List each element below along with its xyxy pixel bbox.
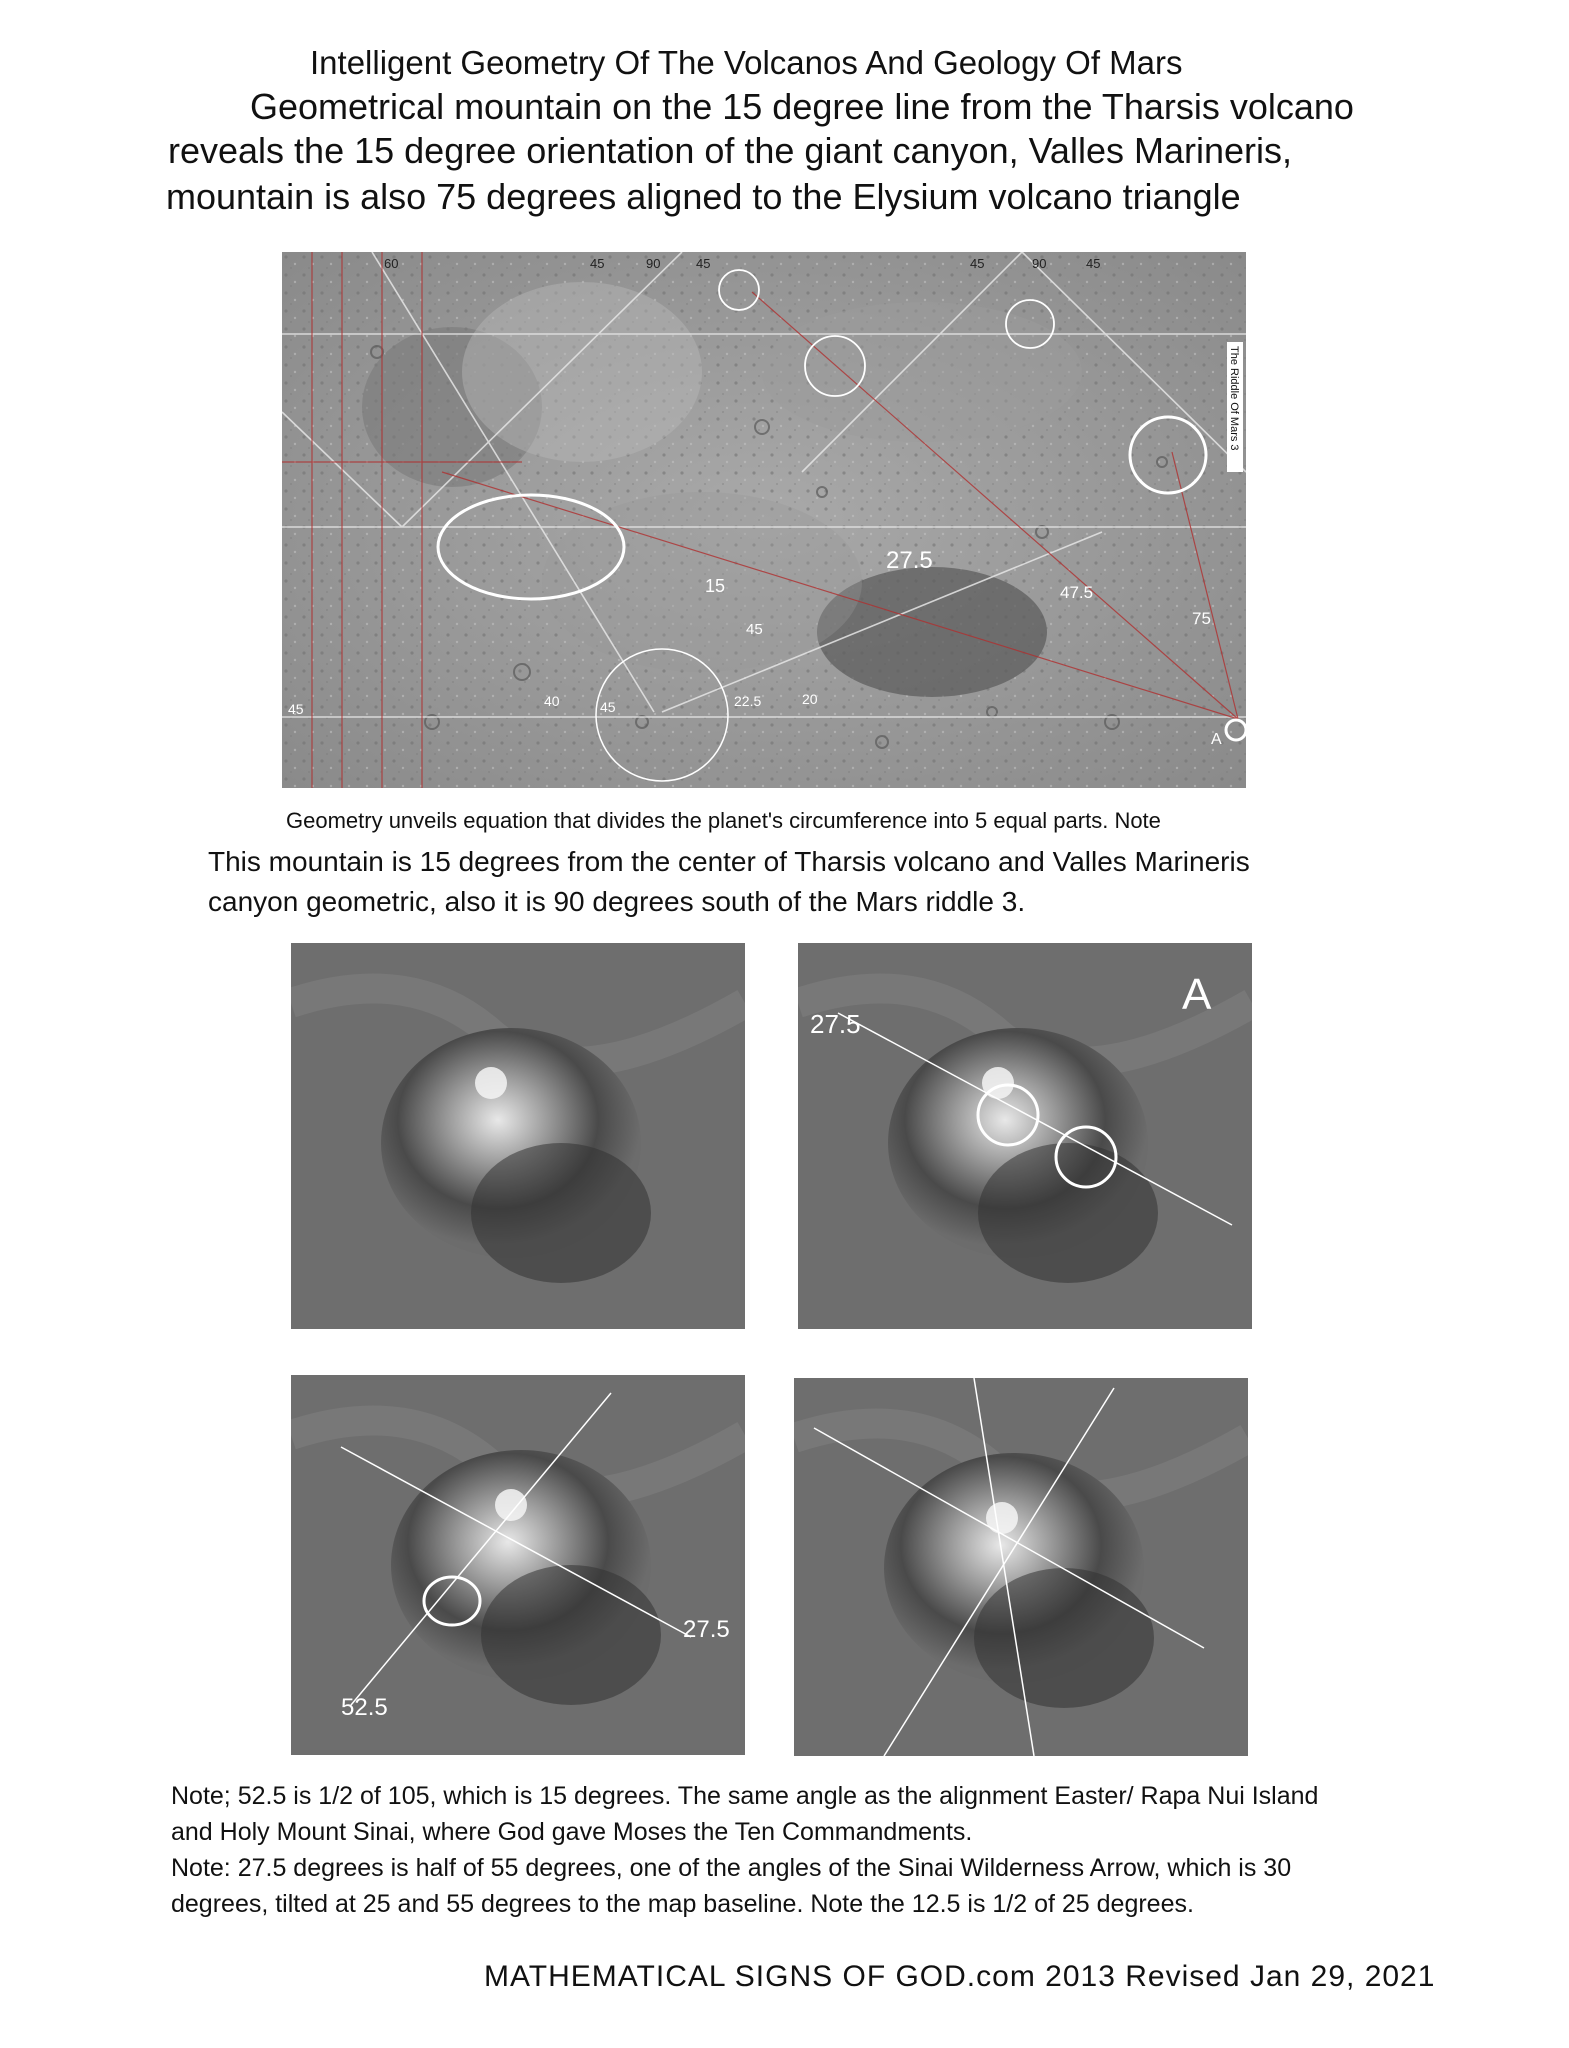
map-angle-label: 22.5: [734, 693, 762, 709]
map-top-label: 45: [696, 256, 711, 271]
map-side-label: The Riddle Of Mars 3: [1228, 346, 1240, 451]
map-angle-label: 40: [544, 693, 560, 709]
photo3-angle-label-b: 52.5: [341, 1694, 388, 1721]
footer-credit: MATHEMATICAL SIGNS OF GOD.com 2013 Revised Jan 29, 2021: [484, 1960, 1436, 1993]
title-line-3: reveals the 15 degree orientation of the giant canyon, Valles Marineris,: [168, 130, 1292, 171]
map-top-label: 90: [646, 256, 661, 271]
title-line-1: Intelligent Geometry Of The Volcanos And Geology Of Mars: [310, 44, 1183, 81]
map-point-label: A: [1211, 731, 1222, 748]
map-angle-label: 45: [600, 699, 616, 715]
note-line-1: Note; 52.5 is 1/2 of 105, which is 15 degrees. The same angle as the alignment Easter/ Rapa Nui Island: [171, 1782, 1319, 1810]
map-top-label: 45: [590, 256, 605, 271]
map-top-label: 90: [1032, 256, 1047, 271]
map-angle-label: 45: [746, 621, 763, 638]
photo3-angle-label-a: 27.5: [683, 1616, 730, 1643]
map-angle-label: 45: [288, 701, 304, 717]
mountain-photo-4: [794, 1378, 1248, 1756]
map-angle-label: 47.5: [1060, 583, 1094, 602]
map-angle-label: 15: [705, 576, 726, 596]
map-caption: Geometry unveils equation that divides the planet's circumference into 5 equal parts. Note: [286, 808, 1161, 833]
map-angle-label: 20: [802, 691, 818, 707]
title-line-4: mountain is also 75 degrees aligned to the Elysium volcano triangle: [166, 176, 1241, 217]
mountain-photo-3: [291, 1375, 745, 1755]
note-line-2: and Holy Mount Sinai, where God gave Moses the Ten Commandments.: [171, 1818, 973, 1846]
map-top-label: 60: [384, 256, 399, 271]
map-top-label: 45: [970, 256, 985, 271]
mars-map-figure: [282, 252, 1246, 788]
mountain-photo-2: [798, 943, 1252, 1329]
description-line-1: This mountain is 15 degrees from the center of Tharsis volcano and Valles Marineris: [208, 846, 1250, 877]
title-line-2: Geometrical mountain on the 15 degree line from the Tharsis volcano: [250, 86, 1354, 127]
map-angle-label: 75: [1192, 609, 1211, 628]
map-top-label: 45: [1086, 256, 1101, 271]
note-line-3: Note: 27.5 degrees is half of 55 degrees, one of the angles of the Sinai Wilderness Arrow, which is 30: [171, 1854, 1292, 1882]
photo2-angle-label: 27.5: [810, 1009, 861, 1039]
note-line-4: degrees, tilted at 25 and 55 degrees to the map baseline. Note the 12.5 is 1/2 of 25 degrees.: [171, 1890, 1194, 1918]
description-line-2: canyon geometric, also it is 90 degrees south of the Mars riddle 3.: [208, 886, 1026, 917]
map-angle-label: 27.5: [886, 547, 933, 574]
photo2-letter-label: A: [1182, 970, 1212, 1019]
mountain-photo-1: [291, 943, 745, 1329]
